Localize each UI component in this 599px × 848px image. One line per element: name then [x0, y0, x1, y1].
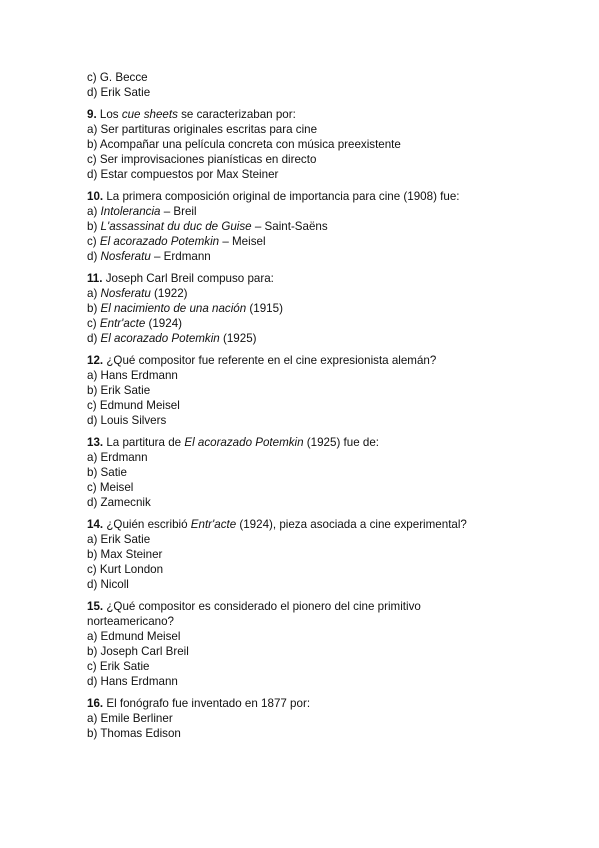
- text-segment: (1924), pieza asociada a cine experimental?: [236, 518, 467, 531]
- question-stem: [87, 517, 567, 532]
- answer-option: [87, 547, 567, 562]
- text-segment: (1925): [219, 332, 257, 345]
- question-stem: [87, 696, 567, 711]
- text-segment: – Erdmann: [150, 250, 211, 263]
- text-segment: (1924): [145, 317, 183, 330]
- text-segment: b) Erik Satie: [87, 384, 151, 397]
- question-block: [87, 271, 567, 346]
- text-segment: a) Ser partituras originales escritas para cine: [87, 123, 318, 136]
- text-segment: Los: [96, 108, 122, 121]
- text-segment: b) Satie: [87, 466, 127, 479]
- answer-option: [87, 644, 567, 659]
- options-block: [87, 70, 567, 100]
- text-segment: a) Erik Satie: [87, 533, 151, 546]
- answer-option: [87, 465, 567, 480]
- answer-option: [87, 316, 567, 331]
- italic-title-text: Nosferatu: [100, 250, 151, 263]
- answer-option: [87, 301, 567, 316]
- italic-title-text: El acorazado Potemkin: [100, 332, 220, 345]
- answer-option: [87, 450, 567, 465]
- text-segment: ¿Qué compositor es considerado el pionero del cine primitivo: [103, 600, 421, 613]
- text-segment: ¿Qué compositor fue referente en el cine expresionista alemán?: [103, 354, 437, 367]
- question-stem: [87, 353, 567, 368]
- text-segment: La partitura de: [103, 436, 185, 449]
- text-segment: d): [87, 332, 101, 345]
- text-segment: c) Meisel: [87, 481, 134, 494]
- question-number: 10.: [87, 190, 104, 203]
- italic-title-text: L'assassinat du duc de Guise: [100, 220, 252, 233]
- text-segment: – Meisel: [219, 235, 266, 248]
- text-segment: (1922): [150, 287, 188, 300]
- italic-title-text: El nacimiento de una nación: [100, 302, 247, 315]
- question-number: 14.: [87, 518, 104, 531]
- question-stem: [87, 435, 567, 450]
- answer-option: [87, 204, 567, 219]
- text-segment: c): [87, 235, 100, 248]
- text-segment: a) Edmund Meisel: [87, 630, 181, 643]
- text-segment: d) Estar compuestos por Max Steiner: [87, 168, 279, 181]
- answer-option: [87, 398, 567, 413]
- text-segment: b) Acompañar una película concreta con música preexistente: [87, 138, 401, 151]
- answer-option: [87, 70, 567, 85]
- answer-option: [87, 85, 567, 100]
- answer-option: [87, 629, 567, 644]
- text-segment: d) Erik Satie: [87, 86, 151, 99]
- question-block: [87, 107, 567, 182]
- text-segment: d): [87, 250, 101, 263]
- question-block: [87, 353, 567, 428]
- text-segment: c): [87, 317, 100, 330]
- text-segment: – Saint-Saëns: [251, 220, 328, 233]
- answer-option: [87, 219, 567, 234]
- question-number: 9.: [87, 108, 97, 121]
- question-number: 12.: [87, 354, 104, 367]
- answer-option: [87, 577, 567, 592]
- answer-option: [87, 368, 567, 383]
- answer-option: [87, 383, 567, 398]
- text-segment: d) Louis Silvers: [87, 414, 167, 427]
- text-segment: b) Max Steiner: [87, 548, 163, 561]
- question-block: [87, 435, 567, 510]
- text-segment: se caracterizaban por:: [177, 108, 296, 121]
- italic-title-text: El acorazado Potemkin: [99, 235, 220, 248]
- text-segment: c) Kurt London: [87, 563, 164, 576]
- text-segment: a): [87, 205, 101, 218]
- question-block: [87, 517, 567, 592]
- italic-title-text: Nosferatu: [100, 287, 151, 300]
- italic-title-text: El acorazado Potemkin: [184, 436, 304, 449]
- text-segment: a) Emile Berliner: [87, 712, 173, 725]
- answer-option: [87, 674, 567, 689]
- answer-option: [87, 286, 567, 301]
- text-segment: a) Hans Erdmann: [87, 369, 178, 382]
- question-stem: [87, 107, 567, 122]
- text-segment: c) Edmund Meisel: [87, 399, 180, 412]
- answer-option: [87, 495, 567, 510]
- text-segment: b): [87, 220, 101, 233]
- answer-option: [87, 249, 567, 264]
- text-segment: c) Ser improvisaciones pianísticas en directo: [87, 153, 317, 166]
- text-segment: a): [87, 287, 101, 300]
- answer-option: [87, 152, 567, 167]
- italic-title-text: Intolerancia: [100, 205, 161, 218]
- text-segment: (1915): [246, 302, 283, 315]
- question-stem: [87, 599, 567, 614]
- text-segment: d) Zamecnik: [87, 496, 151, 509]
- answer-option: [87, 614, 567, 629]
- question-number: 15.: [87, 600, 104, 613]
- text-segment: c) Erik Satie: [87, 660, 150, 673]
- text-segment: (1925) fue de:: [303, 436, 379, 449]
- question-number: 16.: [87, 697, 104, 710]
- text-segment: El fonógrafo fue inventado en 1877 por:: [103, 697, 311, 710]
- answer-option: [87, 137, 567, 152]
- question-block: [87, 696, 567, 741]
- italic-title-text: Entr'acte: [99, 317, 146, 330]
- answer-option: [87, 562, 567, 577]
- answer-option: [87, 726, 567, 741]
- answer-option: [87, 122, 567, 137]
- text-segment: norteamericano?: [87, 615, 175, 628]
- question-block: [87, 599, 567, 689]
- text-segment: c) G. Becce: [87, 71, 148, 84]
- answer-option: [87, 234, 567, 249]
- text-segment: Joseph Carl Breil compuso para:: [102, 272, 274, 285]
- question-stem: [87, 189, 567, 204]
- italic-title-text: Entr'acte: [190, 518, 237, 531]
- answer-option: [87, 659, 567, 674]
- text-segment: d) Hans Erdmann: [87, 675, 178, 688]
- answer-option: [87, 480, 567, 495]
- text-segment: – Breil: [160, 205, 197, 218]
- answer-option: [87, 331, 567, 346]
- answer-option: [87, 711, 567, 726]
- answer-option: [87, 532, 567, 547]
- question-stem: [87, 271, 567, 286]
- text-segment: a) Erdmann: [87, 451, 148, 464]
- text-segment: d) Nicoll: [87, 578, 129, 591]
- answer-option: [87, 167, 567, 182]
- text-segment: b) Thomas Edison: [87, 727, 181, 740]
- answer-option: [87, 413, 567, 428]
- question-number: 11.: [87, 272, 103, 285]
- text-segment: La primera composición original de importancia para cine (1908) fue:: [103, 190, 460, 203]
- text-segment: b) Joseph Carl Breil: [87, 645, 189, 658]
- italic-title-text: cue sheets: [121, 108, 178, 121]
- question-block: [87, 189, 567, 264]
- question-number: 13.: [87, 436, 104, 449]
- text-segment: b): [87, 302, 101, 315]
- text-segment: ¿Quién escribió: [103, 518, 191, 531]
- quiz-content: [87, 70, 567, 748]
